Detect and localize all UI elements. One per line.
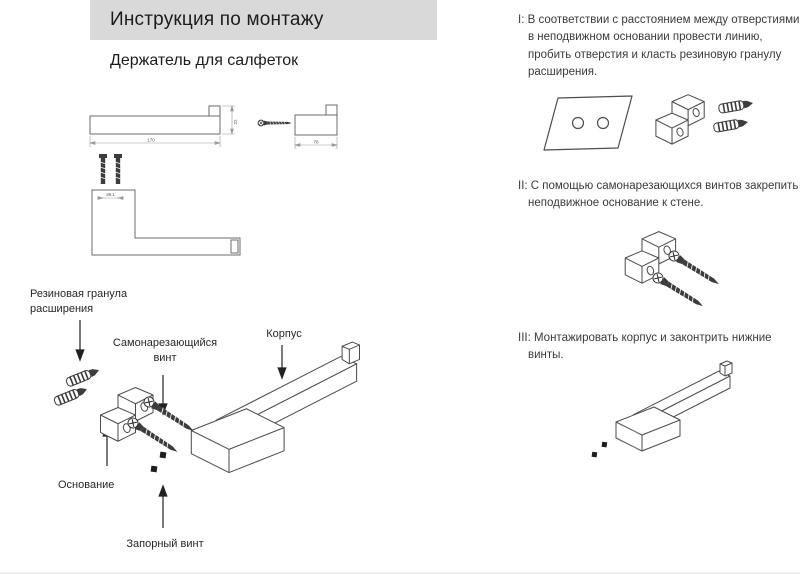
anchor-part [713,118,749,133]
set-screw-part [160,452,167,459]
front-height-dim: 22 [233,119,238,125]
front-length-dim: 170 [147,137,155,143]
product-name: Держатель для салфеток [110,52,299,69]
top-view-drawing [85,148,250,266]
hole-spacing-dim: 38.1 [106,192,115,197]
label-body: Корпус [266,328,302,340]
set-screw-part [592,452,598,458]
screw-part [651,271,705,310]
front-view-drawing [85,100,253,155]
label-base: Основание [58,479,115,491]
wall-plate [544,96,632,150]
dimension-lines [90,106,235,147]
plan-screws [99,154,122,184]
set-screw-part [602,442,608,448]
label-set-screw: Запорный винт [126,538,204,550]
anchor-part [65,366,100,387]
step2-illustration [608,222,768,327]
base-part [625,232,675,284]
exploded-view-drawing [25,283,375,572]
step1-illustration [525,85,775,167]
screw-part [142,395,196,435]
screw-part [667,249,721,288]
side-view-drawing [255,95,350,157]
page-title: Инструкция по монтажу [110,9,324,30]
title-band [90,0,437,40]
screw-part [126,416,180,456]
side-width-dim: 78 [313,139,319,145]
anchor-part [53,385,88,406]
step2-text: II: С помощью самонарезающихся винтов закрепить неподвижное основание к стене. [518,180,799,210]
label-screw: Самонарезающийся винт [112,337,218,364]
label-anchor: Резиновая гранула расширения [30,288,128,315]
body-part [616,361,732,451]
set-screw-part [151,466,158,473]
base-part [656,95,704,144]
anchor-part [718,99,754,114]
step1-text: I: В соответствии с расстоянием между отверстиями в неподвижном основании провести линию, пробить отверстия и класть резиновую гранулу расширения. [518,14,800,78]
step3-illustration [578,348,788,473]
step3-text: III: Монтажировать корпус и законтрить нижние винты. [518,332,772,362]
